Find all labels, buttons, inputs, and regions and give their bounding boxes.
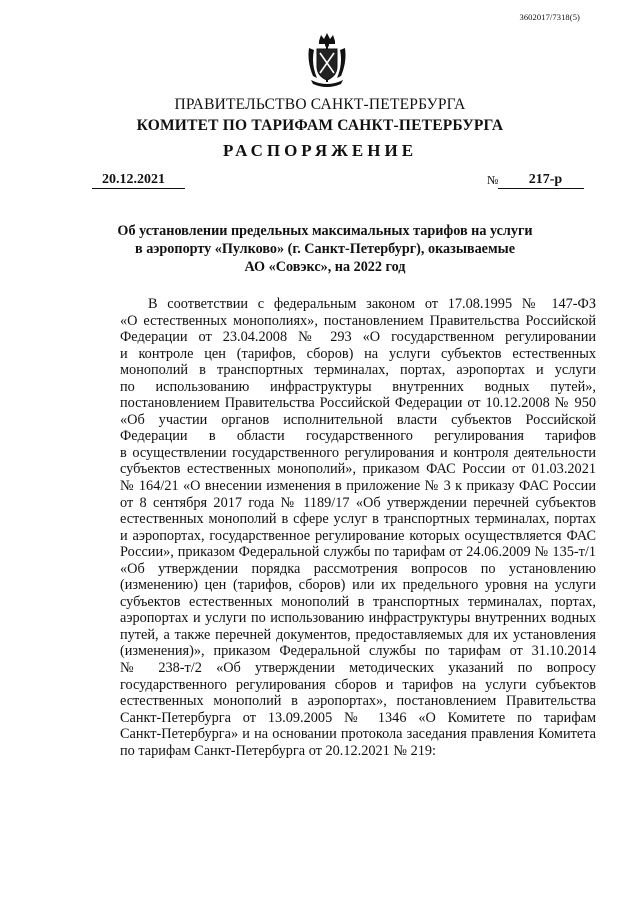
body-line: «Об утверждении порядка рассмотрения вопросов по установлению [120, 560, 596, 577]
document-number-field [487, 171, 584, 189]
body-line: от 8 сентября 2017 года № 1189/17 «Об утверждении перечней субъектов [120, 494, 596, 511]
body-line: Федерации от 23.04.2008 № 293 «О государственном регулировании [120, 329, 596, 346]
body-line: путей, а также перечней документов, предоставляемых для их установления [120, 626, 596, 643]
body-line: и аэропортах, государственное регулирование которых осуществляется ФАС [120, 527, 596, 544]
body-line: по использованию инфраструктуры внутренних водных путей», [120, 378, 596, 395]
body-line: естественных монополий в аэропортах», постановлением Правительства [120, 693, 596, 710]
title-line: Об установлении предельных максимальных тарифов на услуги [117, 223, 533, 239]
body-line: Санкт-Петербурга» и на основании протокола заседания правления Комитета [120, 726, 596, 743]
document-reference-number: 3602017/7318(5) [519, 12, 580, 22]
body-line: России», приказом Федеральной службы по тарифам от 24.06.2009 № 135-т/1 [120, 544, 596, 561]
body-line: и контроле цен (тарифов, сборов) на услуги субъектов естественных [120, 345, 596, 362]
body-line: государственного регулирования сборов и тарифов на услуги субъектов [120, 676, 596, 693]
body-line: (изменению) цен (тарифов, сборов) или их предельного уровня на услуги [120, 577, 596, 594]
body-line: по тарифам Санкт-Петербурга от 20.12.2021 № 219: [120, 742, 437, 759]
body-line: № 238-т/2 «Об утверждении методических указаний по вопросу [120, 660, 596, 677]
title-line: АО «Совэкс», на 2022 год [244, 259, 406, 275]
saint-petersburg-coat-of-arms-icon [305, 32, 349, 88]
number-sign: № [487, 173, 499, 187]
document-title [100, 222, 550, 276]
body-line: № 164/21 «О внесении изменения в приложение № 3 к приказу ФАС России [120, 478, 596, 495]
body-line: монополий в транспортных терминалах, портах, аэропортах и услуги [120, 362, 596, 379]
body-line: аэропортах и услуги по использованию инфраструктуры внутренних водных [120, 610, 596, 627]
body-line: (изменения)», приказом Федеральной службы по тарифам от 31.10.2014 [120, 643, 596, 660]
document-date: 20.12.2021 [92, 171, 185, 189]
document-number: 217-р [498, 171, 584, 189]
body-line: В соответствии с федеральным законом от 17.08.1995 № 147-ФЗ [148, 296, 596, 312]
government-name: ПРАВИТЕЛЬСТВО САНКТ-ПЕТЕРБУРГА [174, 96, 466, 113]
title-line: в аэропорту «Пулково» (г. Санкт-Петербург), оказываемые [134, 241, 515, 257]
body-line: постановлением Правительства Российской Федерации от 10.12.2008 № 950 [120, 395, 596, 412]
body-line: Федерации в области государственного регулирования тарифов [120, 428, 596, 445]
body-line: «О естественных монополиях», постановлением Правительства Российской [120, 312, 596, 329]
body-line: естественных монополий в сфере услуг в транспортных терминалах, портах [120, 511, 596, 528]
body-line: субъектов естественных монополий», приказом ФАС России от 01.03.2021 [120, 461, 596, 478]
preamble-paragraph [120, 296, 596, 759]
body-line: субъектов естественных монополий в транспортных терминалах, портах, [120, 593, 596, 610]
document-type: РАСПОРЯЖЕНИЕ [222, 141, 418, 160]
body-line: в осуществлении государственного регулирования и контроля деятельности [120, 444, 596, 461]
committee-name: КОМИТЕТ ПО ТАРИФАМ САНКТ-ПЕТЕРБУРГА [136, 117, 504, 134]
body-line: Санкт-Петербурга от 13.09.2005 № 1346 «О Комитете по тарифам [120, 709, 596, 726]
body-line: «Об участии органов исполнительной власти субъектов Российской [120, 411, 596, 428]
